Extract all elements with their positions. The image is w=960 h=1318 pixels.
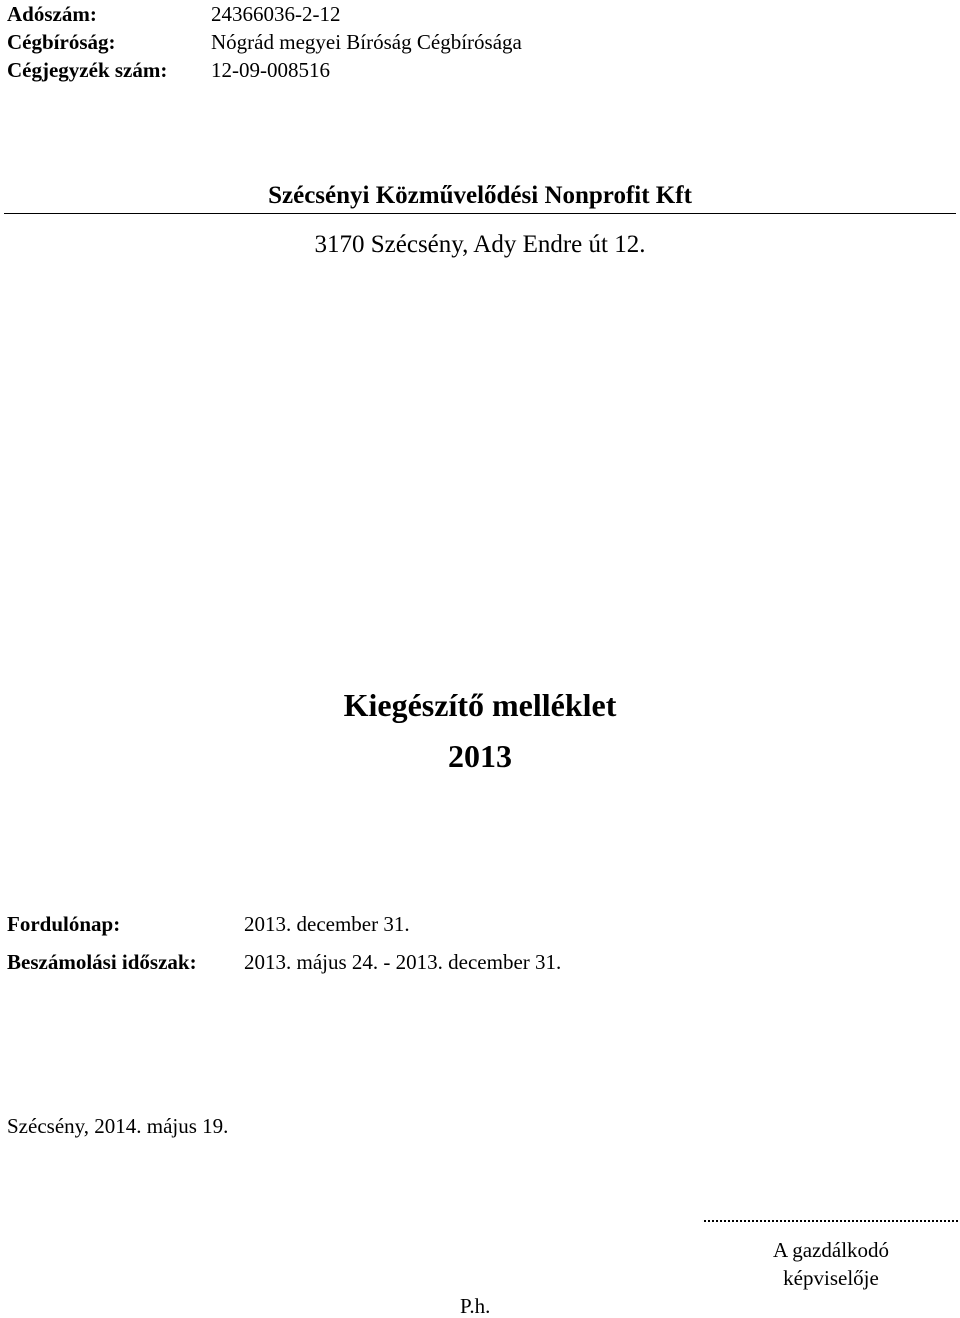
- signature-caption-line2: képviselője: [783, 1266, 879, 1290]
- header-divider: [4, 213, 956, 214]
- stamp-place: P.h.: [460, 1294, 491, 1318]
- court-label: Cégbíróság:: [7, 30, 116, 54]
- company-name-text: Szécsényi Közművelődési Nonprofit Kft: [268, 182, 692, 209]
- tax-number-label: Adószám:: [7, 2, 97, 26]
- period-value: 2013. május 24. - 2013. december 31.: [244, 950, 562, 974]
- tax-number-value: 24366036-2-12: [211, 2, 341, 26]
- court-value: Nógrád megyei Bíróság Cégbírósága: [211, 30, 522, 54]
- company-name: [0, 179, 960, 213]
- period-label: Beszámolási időszak:: [7, 950, 197, 974]
- document-year: 2013: [448, 738, 512, 774]
- registry-value: 12-09-008516: [211, 58, 330, 82]
- balance-date-label: Fordulónap:: [7, 912, 121, 936]
- company-address: 3170 Szécsény, Ady Endre út 12.: [314, 231, 646, 258]
- signature-line: [704, 1220, 958, 1222]
- registry-label: Cégjegyzék szám:: [7, 58, 168, 82]
- balance-date-value: 2013. december 31.: [244, 912, 410, 936]
- place-date: Szécsény, 2014. május 19.: [7, 1114, 229, 1138]
- signature-caption-line1: A gazdálkodó: [772, 1238, 890, 1262]
- document-title: Kiegészítő melléklet: [343, 687, 617, 723]
